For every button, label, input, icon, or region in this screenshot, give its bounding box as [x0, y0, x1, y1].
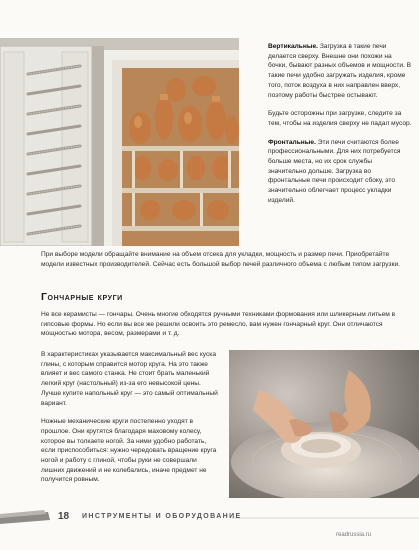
front-kilns-text: Эти печи считаются более профессиональными. Для них потребуется больше места, но их срок службы значительно дольше. Загрузка во фронтальные печи происходит сбоку, это значительно облегчает процесс укладки изделий. — [268, 138, 401, 204]
right-column — [268, 42, 412, 215]
kiln-photo — [0, 38, 239, 246]
footer-title: ИНСТРУМЕНТЫ И ОБОРУДОВАНИЕ — [82, 513, 242, 520]
kick-wheel-paragraph: Ножные механические круги постепенно уходят в прошлое. Они крутятся благодаря маховому колесу, которое вы толкаете ногой. За ними удобно работать, если приспособиться: нужно чередовать вращение круга ногой и работу с глиной, чтобы руки не совершали лишних движений и не колебались, иначе предмет не получится ровным. — [41, 418, 217, 484]
vertical-kilns-paragraph — [268, 42, 412, 100]
front-kilns-paragraph — [268, 138, 412, 206]
motor-paragraph: В характеристиках указывается максимальный вес куска глины, с которым справится мотор круга. На это также влияет и вес самого станка. Не стоит брать маленький легкий круг (настольный) из-за его невысокой цены. Лучше купите напольный круг — это самый оптимальный вариант. — [41, 351, 218, 407]
pottery-wheel-photo — [229, 350, 419, 498]
section-heading: Гончарные круги — [41, 291, 123, 303]
page-number: 18 — [58, 511, 70, 522]
vertical-kilns-title: Вертикальные. — [268, 43, 318, 50]
vertical-kilns-text: Загрузка в такие печи делается сверху. Внешне они похожи на бочки, бывают разных объемов и мощности. В такие печи удобно загружать изделия, кроме того, поток воздуха в них направлен вверх, поэтому работы быстрее остывают. — [268, 43, 412, 99]
caution-paragraph: Будьте осторожны при загрузке, следите за тем, чтобы на изделия сверху не падал мусор. — [268, 110, 412, 127]
front-kilns-title: Фронтальные. — [268, 138, 316, 146]
kiln-choice-paragraph: При выборе модели обращайте внимание на объем отсека для укладки, мощность и размер печи. Приобретайте модели известных производителей. Сейчас есть большой выбор печей различного объема с любым типом загрузки. — [41, 251, 400, 268]
intro-paragraph: Не все керамисты — гончары. Очень многие обходятся ручными техниками формования или шликерным литьем в гипсовые формы. Но если вы все же решили освоить это ремесло, вам нужен гончарный круг. Они отличаются мощностью мотора, весом, размерами и т. д. — [41, 311, 396, 338]
left-column — [41, 350, 221, 494]
watermark: readrussia.ru — [336, 532, 372, 538]
